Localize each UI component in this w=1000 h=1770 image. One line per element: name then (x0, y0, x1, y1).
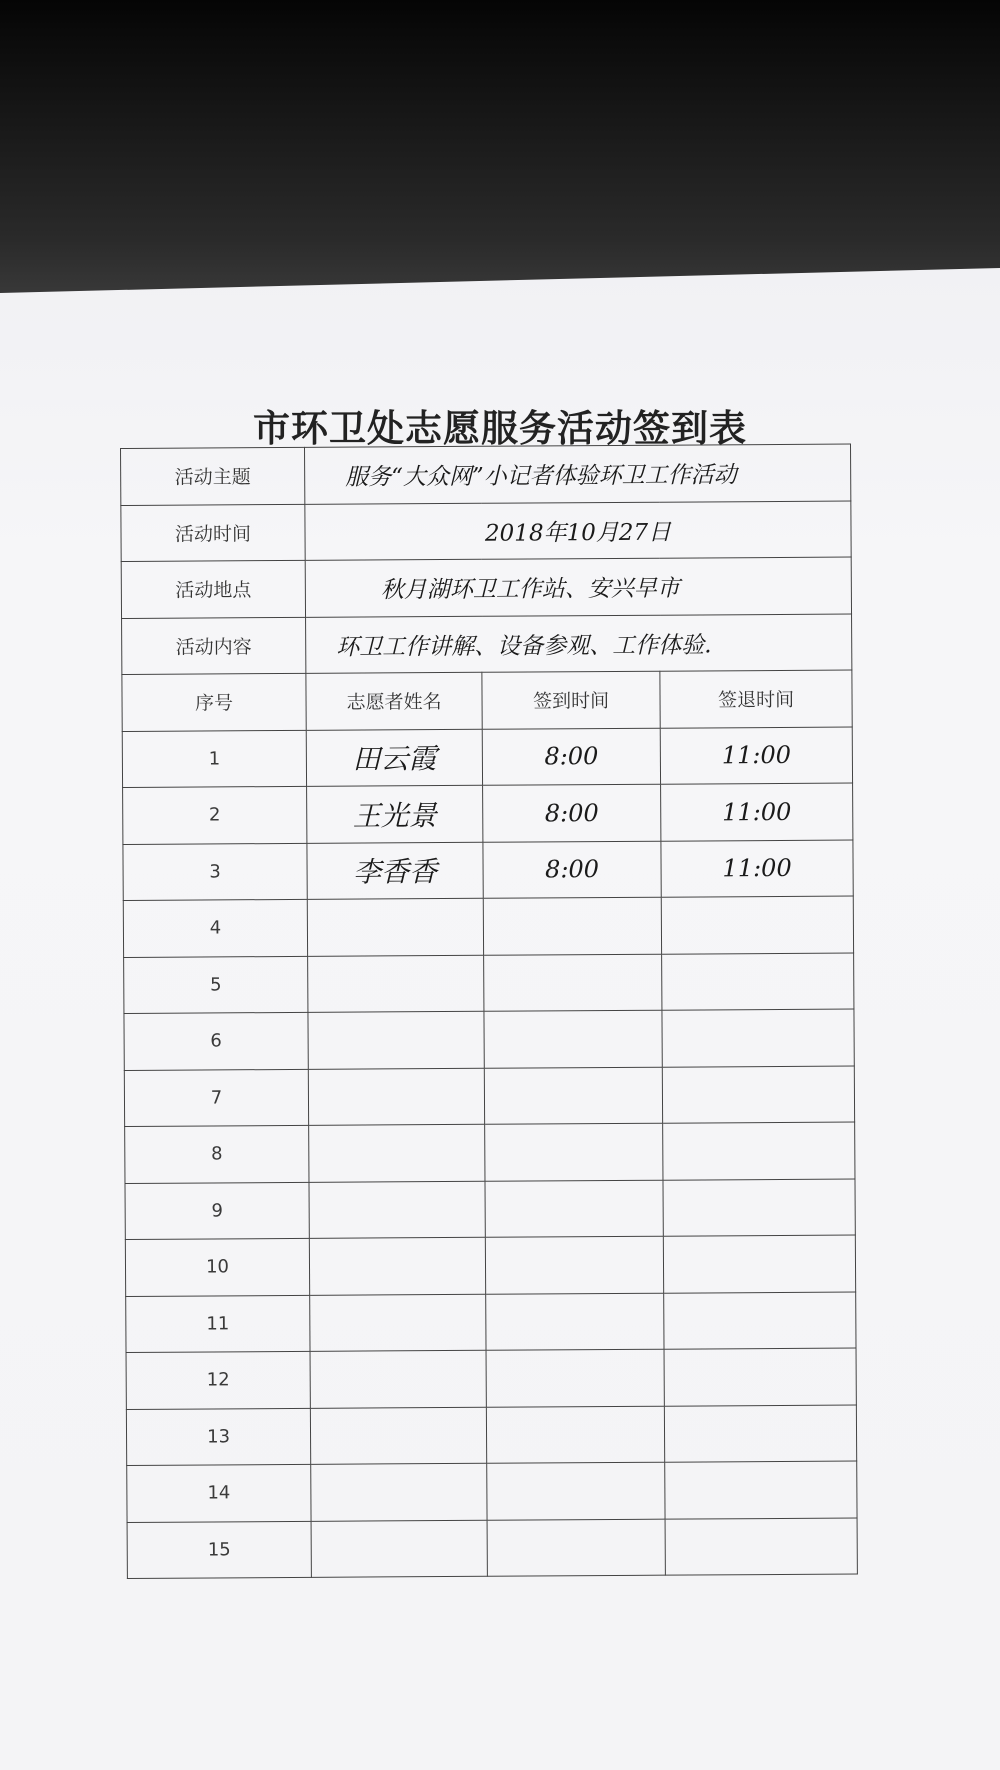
row-checkin-cell (487, 1519, 665, 1577)
row-checkout-cell (663, 1122, 855, 1180)
row-checkout-cell (665, 1461, 857, 1519)
table-row (124, 1066, 854, 1127)
row-name-cell: 王光景 (307, 785, 483, 843)
column-header-checkout: 签退时间 (660, 670, 852, 728)
row-seq-cell: 5 (124, 956, 308, 1014)
table-row (126, 1348, 856, 1409)
column-header-name: 志愿者姓名 (306, 672, 482, 730)
row-checkout-cell (661, 896, 853, 954)
row-checkout-cell (662, 1066, 854, 1124)
row-checkin-cell (483, 897, 661, 955)
row-name-cell: 李香香 (307, 842, 483, 900)
row-checkin-cell (484, 1010, 662, 1068)
dark-desk-background (0, 0, 1000, 300)
column-header-checkin: 签到时间 (482, 671, 660, 729)
row-seq-cell: 14 (127, 1464, 311, 1522)
info-row-theme (121, 444, 851, 505)
row-checkin-cell (485, 1123, 663, 1181)
row-seq-cell: 10 (125, 1238, 309, 1296)
row-name-cell (311, 1463, 487, 1521)
row-name-cell: 田云霞 (306, 729, 482, 787)
row-checkin-cell (486, 1349, 664, 1407)
info-value-time: 2018年10月27日 (305, 501, 851, 561)
row-checkout-cell (662, 953, 854, 1011)
table-row (127, 1461, 857, 1522)
row-checkout-cell (662, 1009, 854, 1067)
row-name-cell (310, 1407, 486, 1465)
row-checkout-cell: 11:00 (661, 840, 853, 898)
sign-in-table (120, 444, 858, 1579)
row-checkout-cell (664, 1348, 856, 1406)
row-checkin-cell: 8:00 (483, 841, 661, 899)
info-label: 活动内容 (122, 617, 306, 675)
row-seq-cell: 6 (124, 1012, 308, 1070)
row-name-cell (309, 1124, 485, 1182)
info-label: 活动主题 (121, 447, 305, 505)
info-label: 活动时间 (121, 504, 305, 562)
column-header-row (122, 670, 852, 731)
info-value-content: 环卫工作讲解、设备参观、工作体验. (306, 614, 852, 674)
row-checkout-cell (664, 1405, 856, 1463)
column-header-seq: 序号 (122, 673, 306, 731)
table-row (124, 1009, 854, 1070)
table-row (123, 783, 853, 844)
info-row-time (121, 501, 851, 562)
row-checkout-cell (663, 1235, 855, 1293)
table-row (124, 953, 854, 1014)
table-row (123, 840, 853, 901)
row-checkin-cell (484, 1067, 662, 1125)
table-row (122, 727, 852, 788)
row-name-cell (308, 1011, 484, 1069)
table-row (125, 1122, 855, 1183)
row-checkin-cell (486, 1406, 664, 1464)
row-name-cell (308, 955, 484, 1013)
table-row (126, 1292, 856, 1353)
row-seq-cell: 15 (127, 1521, 311, 1579)
row-name-cell (310, 1294, 486, 1352)
row-checkout-cell: 11:00 (660, 727, 852, 785)
row-checkin-cell: 8:00 (482, 728, 660, 786)
row-checkout-cell (664, 1292, 856, 1350)
table-row (126, 1405, 856, 1466)
row-checkout-cell: 11:00 (661, 783, 853, 841)
table-row (125, 1235, 855, 1296)
row-checkin-cell (487, 1462, 665, 1520)
row-name-cell (311, 1520, 487, 1578)
row-name-cell (310, 1350, 486, 1408)
info-value-theme: 服务“大众网”小记者体验环卫工作活动 (304, 444, 850, 504)
row-seq-cell: 12 (126, 1351, 310, 1409)
row-name-cell (308, 1068, 484, 1126)
row-checkin-cell (484, 954, 662, 1012)
row-checkin-cell (485, 1180, 663, 1238)
row-name-cell (309, 1181, 485, 1239)
row-checkin-cell: 8:00 (483, 784, 661, 842)
table-row (127, 1518, 857, 1579)
row-seq-cell: 9 (125, 1182, 309, 1240)
table-row (123, 896, 853, 957)
info-row-content (122, 614, 852, 675)
row-checkout-cell (663, 1179, 855, 1237)
table-row (125, 1179, 855, 1240)
row-checkout-cell (665, 1518, 857, 1576)
row-checkin-cell (486, 1293, 664, 1351)
row-seq-cell: 2 (123, 786, 307, 844)
info-value-location: 秋月湖环卫工作站、安兴早市 (305, 557, 851, 617)
row-name-cell (307, 898, 483, 956)
row-checkin-cell (485, 1236, 663, 1294)
form-title: 市环卫处志愿服务活动签到表 (253, 406, 747, 450)
row-seq-cell: 8 (125, 1125, 309, 1183)
row-seq-cell: 4 (123, 899, 307, 957)
row-seq-cell: 1 (122, 730, 306, 788)
info-row-location (121, 557, 851, 618)
row-seq-cell: 7 (124, 1069, 308, 1127)
row-seq-cell: 3 (123, 843, 307, 901)
row-seq-cell: 11 (126, 1295, 310, 1353)
row-seq-cell: 13 (126, 1408, 310, 1466)
row-name-cell (309, 1237, 485, 1295)
info-label: 活动地点 (121, 560, 305, 618)
